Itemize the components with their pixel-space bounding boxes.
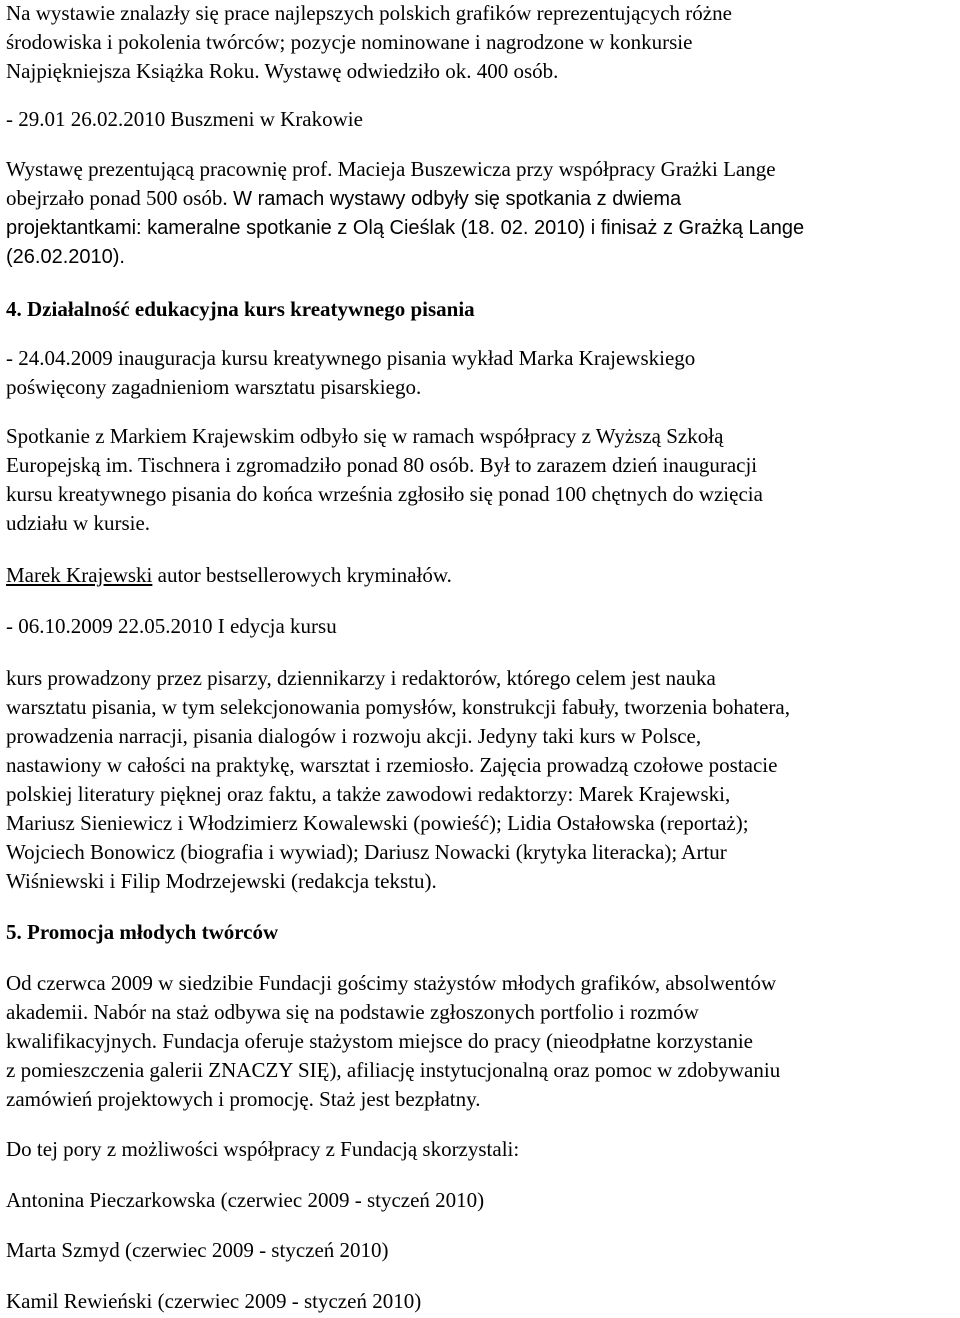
section-4-p1-line-4: udziału w kursie. — [6, 511, 151, 535]
section-4-p1-line-3: kursu kreatywnego pisania do końca września zgłosiło się ponad 100 chętnych do wzięcia — [6, 482, 763, 506]
section-4-p2-line-3: prowadzenia narracji, pisania dialogów i rozwoju akcji. Jedyny taki kurs w Polsce, — [6, 724, 702, 748]
intro-line-2: środowiska i pokolenia twórców; pozycje nominowane i nagrodzone w konkursie — [6, 30, 693, 54]
buszmeni-line-2 — [6, 184, 681, 214]
section-4-p1-line-2: Europejską im. Tischnera i zgromadziło ponad 80 osób. Był to zarazem dzień inauguracji — [6, 453, 758, 477]
buszmeni-line-2b: W ramach wystawy odbyły się spotkania z dwiema — [227, 188, 682, 210]
intern-item: Kamil Rewieński (czerwiec 2009 - styczeń 2010) — [6, 1289, 422, 1313]
krajewski-link-suffix: autor bestsellerowych kryminałów. — [152, 563, 452, 587]
buszmeni-date-line: - 29.01 26.02.2010 Buszmeni w Krakowie — [6, 107, 363, 131]
intern-item: Marta Szmyd (czerwiec 2009 - styczeń 2010) — [6, 1238, 389, 1262]
section-4-p2-line-4: nastawiony w całości na praktykę, warsztat i rzemiosło. Zajęcia prowadzą czołowe postacie — [6, 753, 778, 777]
section-4-p2-line-2: warsztatu pisania, w tym selekcjonowania pomysłów, konstrukcji fabuły, tworzenia bohatera, — [6, 695, 790, 719]
intro-line-3: Najpiękniejsza Książka Roku. Wystawę odwiedziło ok. 400 osób. — [6, 59, 559, 83]
section-5-interns-intro: Do tej pory z możliwości współpracy z Fundacją skorzystali: — [6, 1137, 520, 1161]
section-4-p1-line-1: Spotkanie z Markiem Krajewskim odbyło się w ramach współpracy z Wyższą Szkołą — [6, 424, 724, 448]
intro-line-1: Na wystawie znalazły się prace najlepszych polskich grafików reprezentujących różne — [6, 1, 732, 25]
krajewski-line — [6, 561, 452, 590]
section-5-p1-line-5: zamówień projektowych i promocję. Staż jest bezpłatny. — [6, 1087, 481, 1111]
section-5-heading: 5. Promocja młodych twórców — [6, 920, 279, 944]
buszmeni-line-4: (26.02.2010). — [6, 246, 125, 268]
section-4-p2-line-5: polskiej literatury pięknej oraz faktu, a także zawodowi redaktorzy: Marek Krajewski, — [6, 782, 731, 806]
section-4-p2-line-8: Wiśniewski i Filip Modrzejewski (redakcja tekstu). — [6, 869, 437, 893]
section-4-heading: 4. Działalność edukacyjna kurs kreatywnego pisania — [6, 297, 475, 321]
section-4-date-line-2: poświęcony zagadnieniom warsztatu pisarskiego. — [6, 375, 422, 399]
section-5-p1-line-3: kwalifikacyjnych. Fundacja oferuje stażystom miejsce do pracy (nieodpłatne korzystanie — [6, 1029, 753, 1053]
section-5-p1-line-4: z pomieszczenia galerii ZNACZY SIĘ), afiliację instytucjonalną oraz pomoc w zdobywaniu — [6, 1058, 781, 1082]
section-5-p1-line-1: Od czerwca 2009 w siedzibie Fundacji gościmy stażystów młodych grafików, absolwentów — [6, 971, 777, 995]
buszmeni-line-2a: obejrzało ponad 500 osób. — [6, 186, 228, 210]
intern-item: Antonina Pieczarkowska (czerwiec 2009 - styczeń 2010) — [6, 1188, 485, 1212]
section-4-p2-line-6: Mariusz Sieniewicz i Włodzimierz Kowalewski (powieść); Lidia Ostałowska (reportaż); — [6, 811, 749, 835]
section-4-date-line-1: - 24.04.2009 inauguracja kursu kreatywnego pisania wykład Marka Krajewskiego — [6, 346, 696, 370]
buszmeni-line-1: Wystawę prezentującą pracownię prof. Macieja Buszewicza przy współpracy Grażki Lange — [6, 157, 776, 181]
section-4-p2-line-7: Wojciech Bonowicz (biografia i wywiad); Dariusz Nowacki (krytyka literacka); Artur — [6, 840, 727, 864]
section-4-p2-line-1: kurs prowadzony przez pisarzy, dziennikarzy i redaktorów, którego celem jest nauka — [6, 666, 716, 690]
section-5-p1-line-2: akademii. Nabór na staż odbywa się na podstawie zgłoszonych portfolio i rozmów — [6, 1000, 699, 1024]
edition-line: - 06.10.2009 22.05.2010 I edycja kursu — [6, 614, 337, 638]
buszmeni-line-3: projektantkami: kameralne spotkanie z Olą Cieślak (18. 02. 2010) i finisaż z Grażką Lange — [6, 217, 805, 239]
krajewski-link[interactable]: Marek Krajewski — [6, 563, 153, 587]
